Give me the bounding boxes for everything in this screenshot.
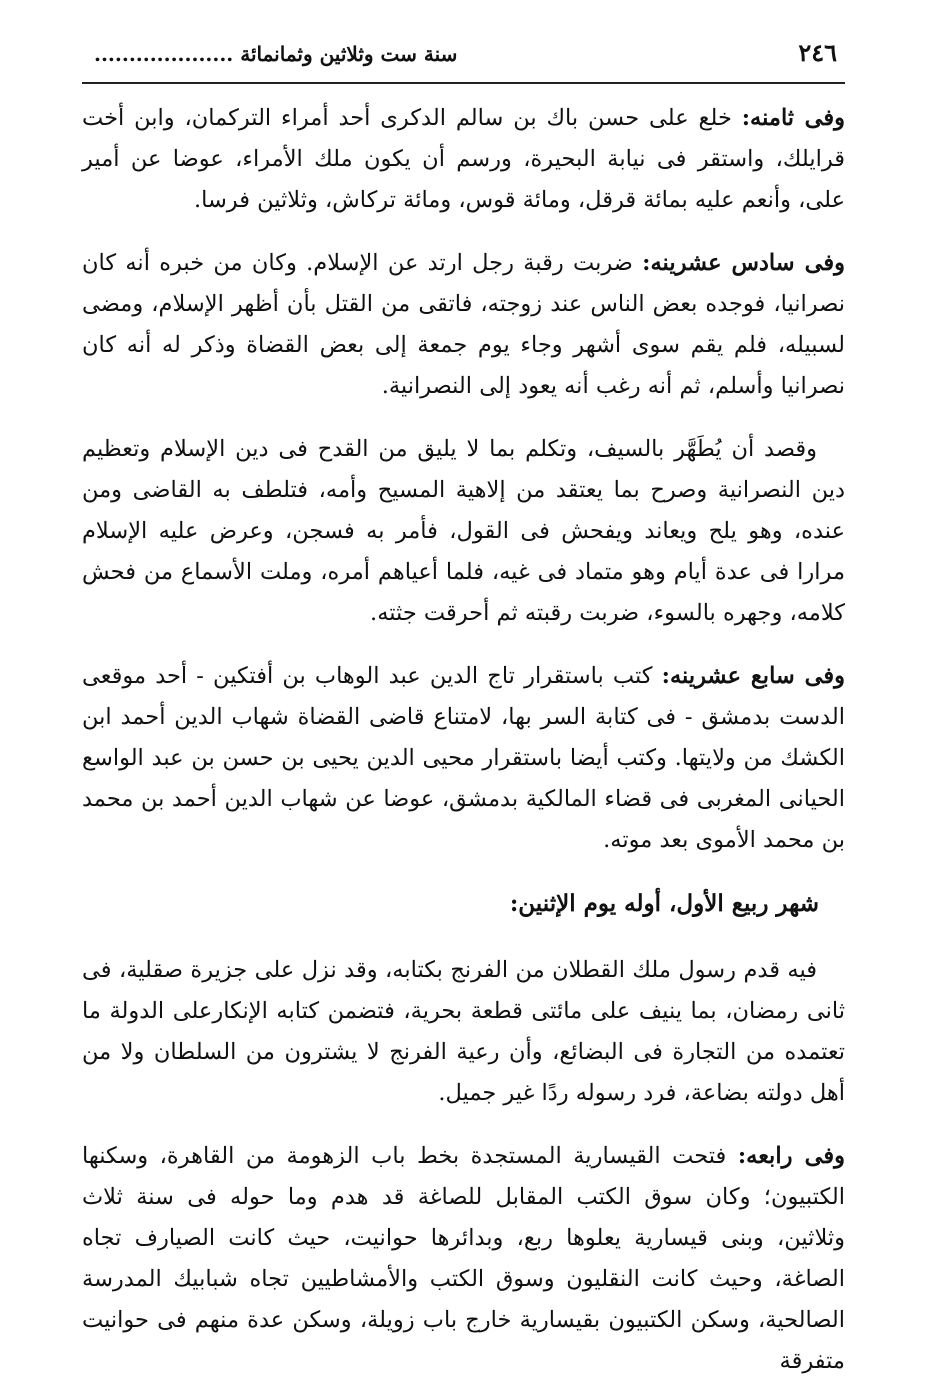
running-title: سنة ست وثلاثين وثمانمائة .................... — [94, 42, 458, 66]
running-header — [82, 38, 845, 84]
paragraph-lead: وفى رابعه: — [737, 1143, 845, 1169]
paragraph-text: فتحت القيسارية المستجدة بخط باب الزهومة من القاهرة، وسكنها الكتبيون؛ وكان سوق الكتب المقابل للصاغة قد هدم وما حوله فى سنة ثلاث وثلاثين، وبنى قيسارية يعلوها ربع، وبدائرها حوانيت، حيث كانت الصيارف تجاه الصاغة، وحيث كانت النقليون وسوق الكتب والأمشاطيين تجاه شبابيك المدرسة الصالحية، وسكن الكتبيون بقيسارية خارج باب زويلة، وسكن عدة منهم فى حوانيت متفرقة — [82, 1143, 845, 1374]
paragraph-entry-26 — [82, 243, 845, 407]
paragraph-text: وقصد أن يُطَهَّر بالسيف، وتكلم بما لا يليق من القدح فى دين الإسلام وتعظيم دين النصرانية وصرح بما يعتقد من إلاهية المسيح وأمه، فتلطف به القاضى ومن عنده، وهو يلح ويعاند ويفحش فى القول، فأمر به فسجن، وعرض عليه الإسلام مرارا فى عدة أيام وهو متماد فى غيه، فلما أعياهم أمره، وملت الأسماع من فحش كلامه، وجهره بالسوء، ضربت رقبته ثم أحرقت جثته. — [82, 436, 845, 626]
paragraph-lead: وفى ثامنه: — [741, 105, 845, 131]
paragraph-month-opening — [82, 950, 845, 1114]
section-heading: شهر ربيع الأول، أوله يوم الإثنين: — [509, 890, 819, 917]
paragraph-entry-4 — [82, 1136, 845, 1382]
paragraph-entry-8 — [82, 98, 845, 221]
paragraph-text: كتب باستقرار تاج الدين عبد الوهاب بن أفتكين - أحد موقعى الدست بدمشق - فى كتابة السر بها، لامتناع قاضى القضاة شهاب الدين أحمد ابن الكشك من ولايتها. وكتب أيضا باستقرار محيى الدين يحيى بن حسن بن عبد الواسع الحيانى المغربى فى قضاء المالكية بدمشق، عوضا عن شهاب الدين أحمد بن محمد بن محمد الأموى بعد موته. — [82, 663, 845, 853]
paragraph-continuation — [82, 429, 845, 634]
paragraph-lead: وفى سادس عشرينه: — [642, 250, 845, 276]
page-number: ٢٤٦ — [798, 38, 837, 67]
paragraph-text: ضربت رقبة رجل ارتد عن الإسلام. وكان من خبره أنه كان نصرانيا، فوجده بعض الناس عند زوجته، فاتقى من القتل بأن أظهر الإسلام، ومضى لسبيله، فلم يقم سوى أشهر وجاء يوم جمعة إلى بعض القضاة وذكر له أنه كان نصرانيا وأسلم، ثم أنه رغب أنه يعود إلى النصرانية. — [82, 250, 845, 399]
paragraph-text: فيه قدم رسول ملك القطلان من الفرنج بكتابه، وقد نزل على جزيرة صقلية، فى ثانى رمضان، بما ينيف على مائتى قطعة بحرية، فتضمن كتابه الإنكارعلى الدولة ما تعتمده من التجارة فى البضائع، وأن رعية الفرنج لا يشترون من السلطان ولا من أهل دولته بضاعة، فرد رسوله ردًا غير جميل. — [82, 957, 845, 1106]
paragraph-text: خلع على حسن باك بن سالم الدكرى أحد أمراء التركمان، وابن أخت قرايلك، واستقر فى نيابة البحيرة، ورسم أن يكون ملك الأمراء، عوضا عن أمير على، وأنعم عليه بمائة قرقل، ومائة قوس، ومائة تركاش، وثلاثين فرسا. — [82, 105, 845, 213]
paragraph-entry-27 — [82, 656, 845, 861]
paragraph-lead: وفى سابع عشرينه: — [661, 663, 845, 689]
